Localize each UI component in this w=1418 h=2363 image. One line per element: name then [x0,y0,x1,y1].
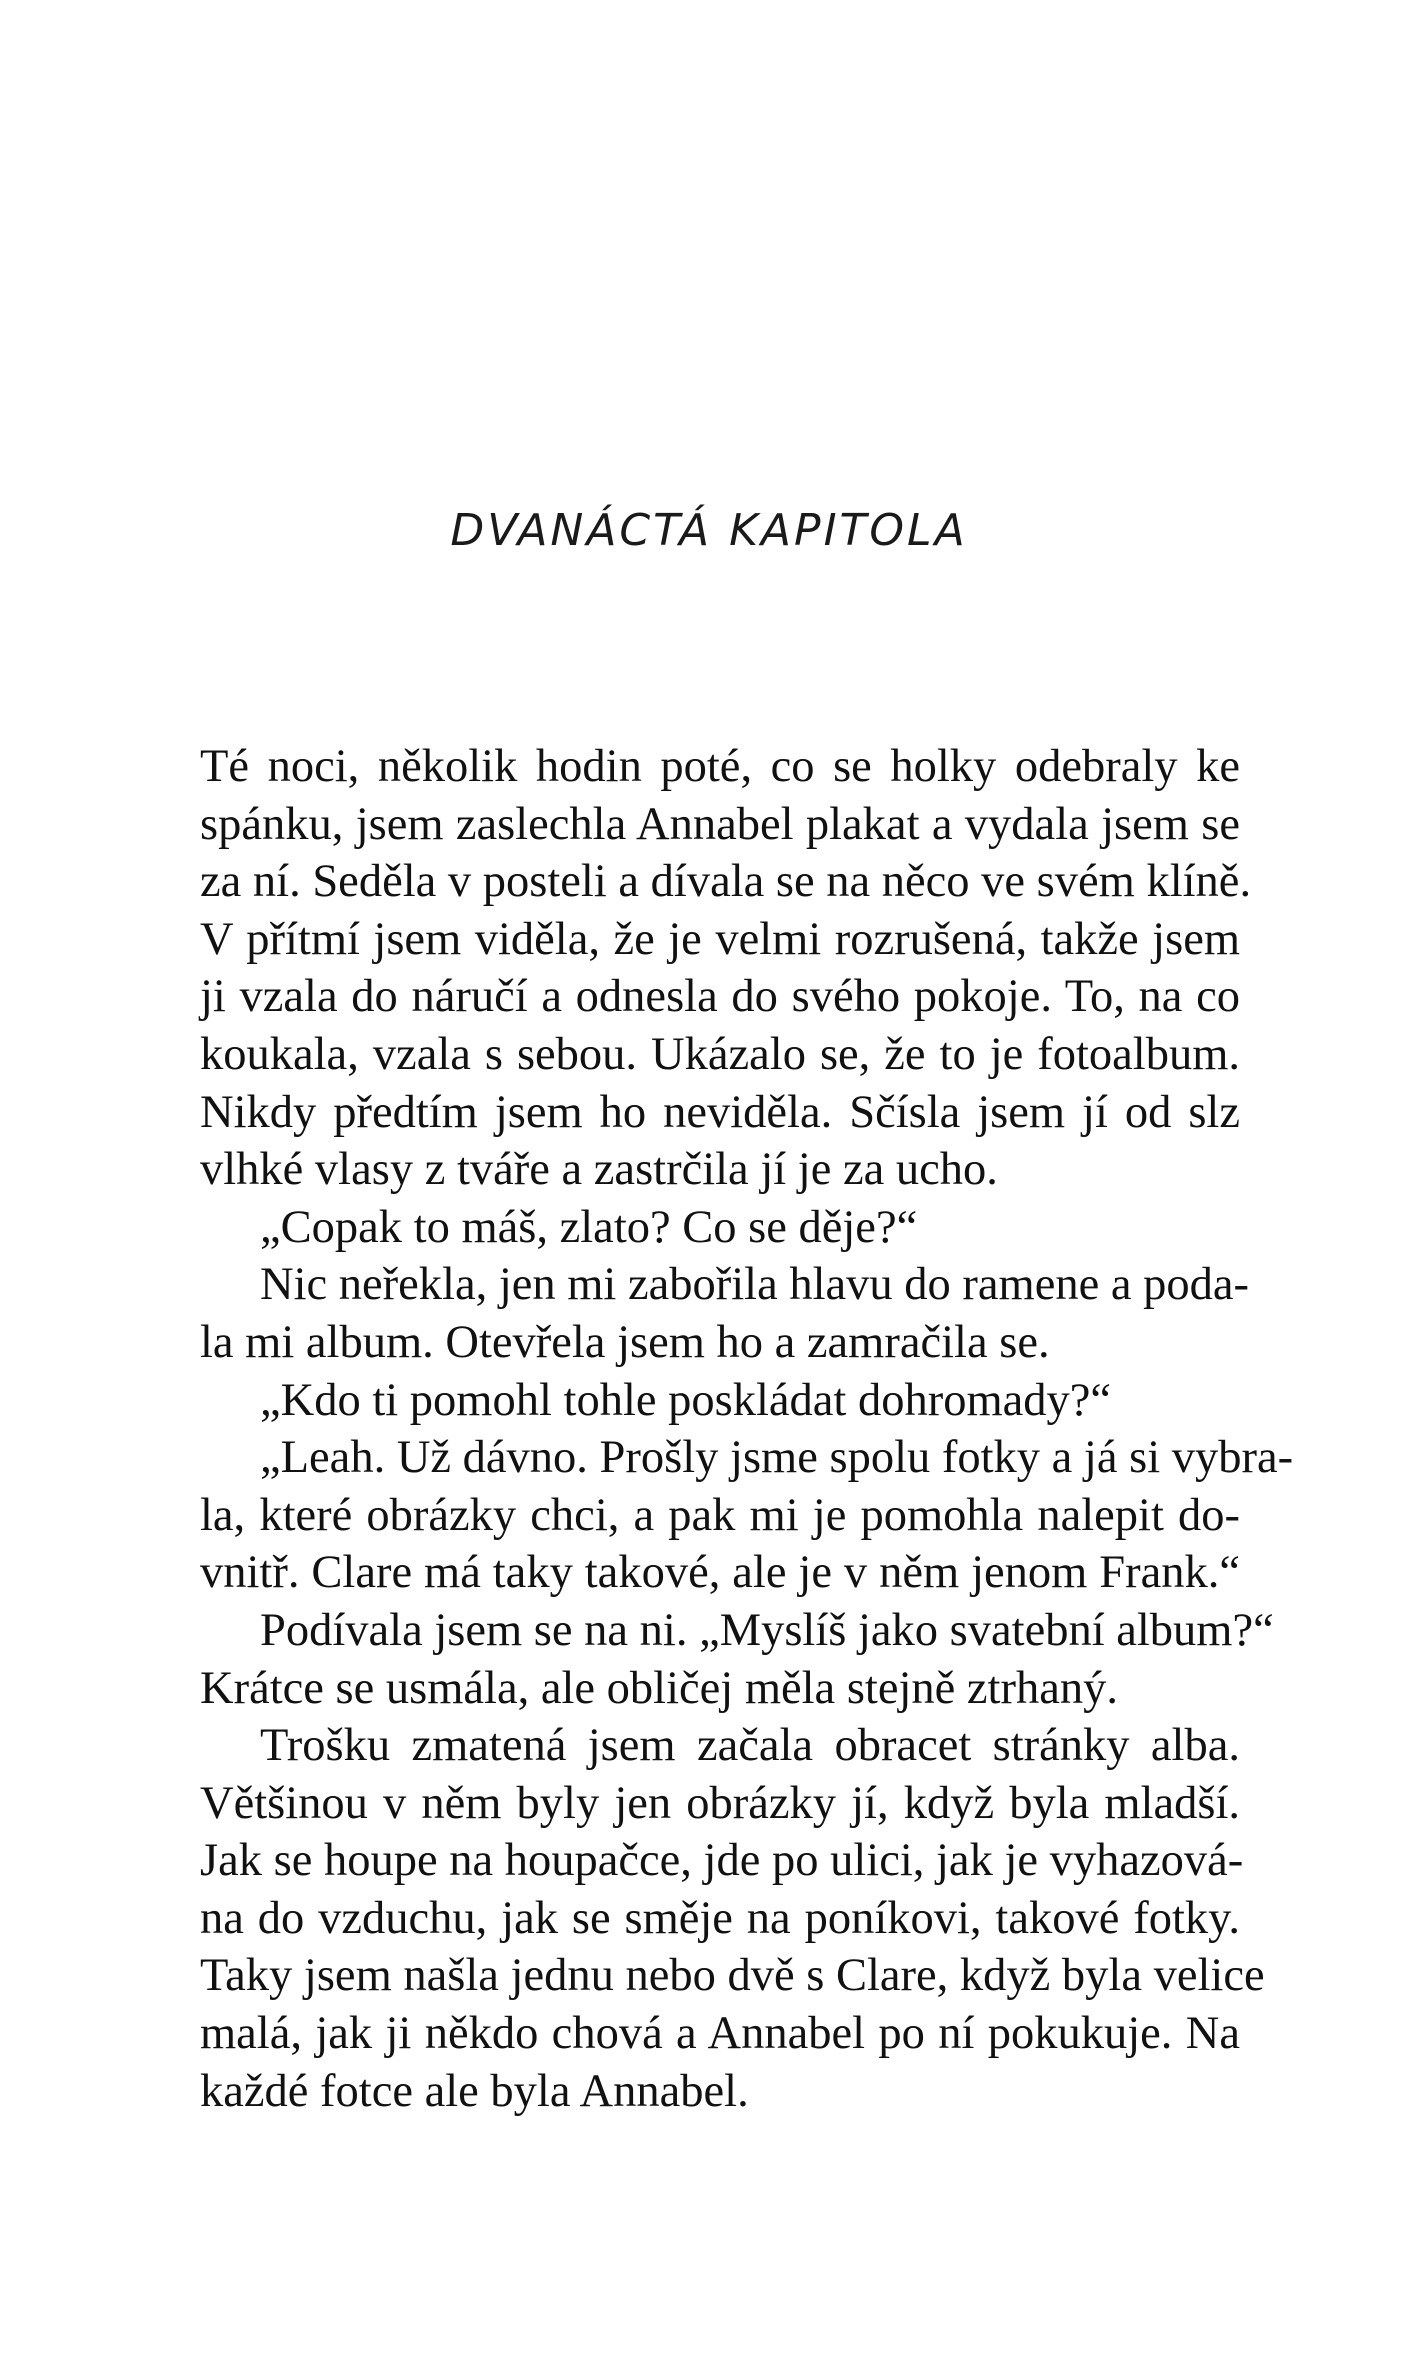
text-line: Většinou v něm byly jen obrázky jí, když byla mladší. [200,1777,1240,1829]
chapter-body [200,738,1294,2120]
text-line: na do vzduchu, jak se směje na poníkovi, takové fotky. [200,1892,1240,1944]
text-line: Podívala jsem se na ni. „Myslíš jako svatební album?“ [260,1604,1274,1656]
text-line: Té noci, několik hodin poté, co se holky odebraly ke [200,741,1240,792]
text-line: vnitř. Clare má taky takové, ale je v něm jenom Frank.“ [200,1547,1240,1599]
chapter-title: DVANÁCTÁ KAPITOLA [450,505,968,556]
text-line: „Kdo ti pomohl tohle poskládat dohromady?“ [260,1374,1112,1426]
text-line: za ní. Seděla v posteli a dívala se na něco ve svém klíně. [200,856,1252,908]
text-line: koukala, vzala s sebou. Ukázalo se, že to je fotoalbum. [200,1028,1240,1080]
text-line: každé fotce ale byla Annabel. [200,2065,749,2117]
text-line: Nic neřekla, jen mi zabořila hlavu do ramene a poda- [260,1259,1249,1311]
text-line: Taky jsem našla jednu nebo dvě s Clare, když byla velice [200,1950,1265,2002]
text-line: spánku, jsem zaslechla Annabel plakat a vydala jsem se [200,798,1240,850]
text-line: Nikdy předtím jsem ho neviděla. Sčísla jsem jí od slz [200,1086,1240,1138]
text-line: ji vzala do náručí a odnesla do svého pokoje. To, na co [200,971,1240,1023]
text-line: Trošku zmatená jsem začala obracet stránky alba. [260,1720,1240,1772]
text-line: Krátce se usmála, ale obličej měla stejně ztrhaný. [200,1662,1118,1714]
text-line: V přítmí jsem viděla, že je velmi rozrušená, takže jsem [200,913,1240,965]
text-line: la, které obrázky chci, a pak mi je pomohla nalepit do- [200,1489,1240,1541]
text-line: vlhké vlasy z tváře a zastrčila jí je za ucho. [200,1144,998,1196]
text-line: malá, jak ji někdo chová a Annabel po ní pokukuje. Na [200,2008,1240,2060]
text-line: Jak se houpe na houpačce, jde po ulici, jak je vyhazová- [200,1835,1244,1887]
text-line: „Leah. Už dávno. Prošly jsme spolu fotky a já si vybra- [260,1432,1294,1484]
text-line: „Copak to máš, zlato? Co se děje?“ [260,1201,918,1253]
text-line: la mi album. Otevřela jsem ho a zamračila se. [200,1316,1050,1368]
